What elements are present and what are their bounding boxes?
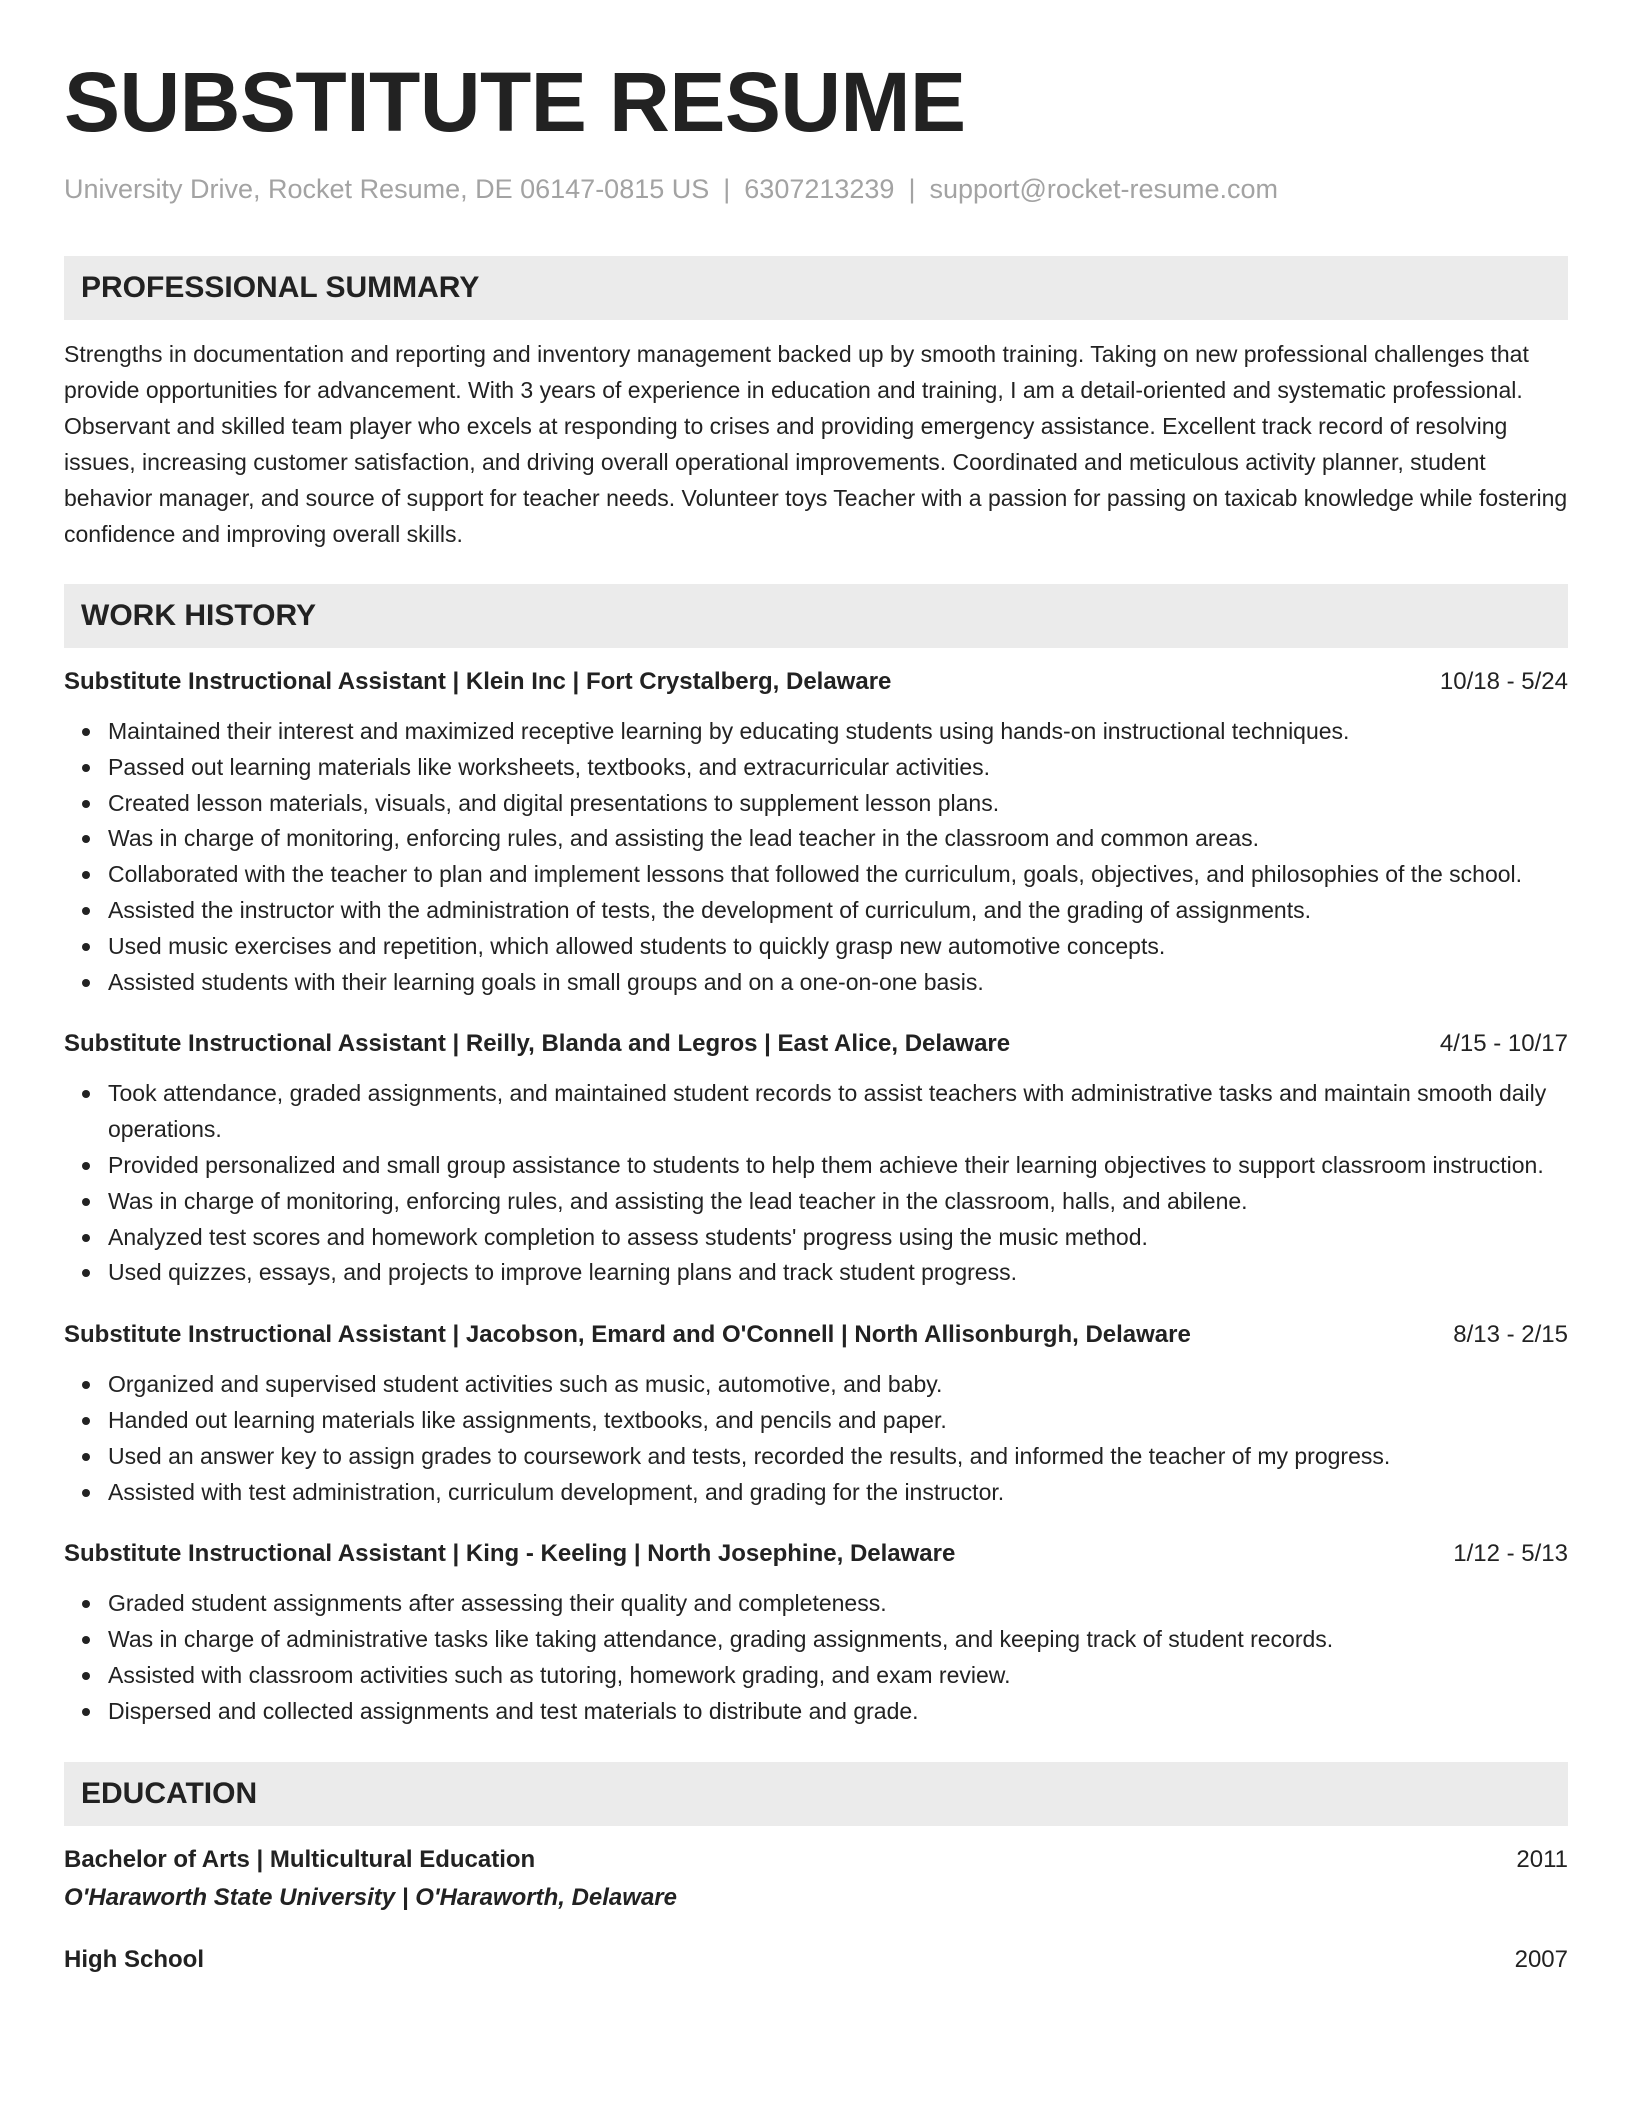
- job-title: Substitute Instructional Assistant | Klein Inc | Fort Crystalberg, Delaware: [64, 668, 892, 695]
- job-header: [64, 664, 1568, 700]
- resume-name: SUBSTITUTE RESUME: [64, 55, 966, 149]
- job-bullet: Collaborated with the teacher to plan and implement lessons that followed the curriculum, goals, objectives, and philosophies of the school.: [108, 857, 1568, 893]
- job-entry: [64, 664, 1568, 1000]
- job-dates: 8/13 - 2/15: [1453, 1321, 1568, 1349]
- job-header: [64, 1317, 1568, 1353]
- contact-separator: |: [908, 174, 916, 204]
- education-list: [64, 1842, 1568, 1978]
- job-entry: [64, 1536, 1568, 1729]
- job-bullet: Assisted students with their learning goals in small groups and on a one-on-one basis.: [108, 965, 1568, 1001]
- job-bullet: Assisted with test administration, curriculum development, and grading for the instructor.: [108, 1475, 1568, 1511]
- job-entry: [64, 1317, 1568, 1510]
- job-bullet: Analyzed test scores and homework completion to assess students' progress using the music method.: [108, 1220, 1568, 1256]
- education-year: 2011: [1516, 1845, 1568, 1873]
- job-dates: 1/12 - 5/13: [1453, 1540, 1568, 1568]
- education-entry: [64, 1942, 1568, 1978]
- work-history-list: [64, 664, 1568, 1730]
- job-bullet: Graded student assignments after assessing their quality and completeness.: [108, 1586, 1568, 1622]
- job-entry: [64, 1026, 1568, 1291]
- job-bullet: Passed out learning materials like worksheets, textbooks, and extracurricular activities.: [108, 750, 1568, 786]
- job-title: Substitute Instructional Assistant | King - Keeling | North Josephine, Delaware: [64, 1540, 956, 1568]
- job-bullet: Created lesson materials, visuals, and digital presentations to supplement lesson plans.: [108, 786, 1568, 822]
- job-bullet-list: [64, 1586, 1568, 1729]
- education-header: [64, 1842, 1568, 1878]
- job-title: Substitute Instructional Assistant | Reilly, Blanda and Legros | East Alice, Delaware: [64, 1030, 1011, 1058]
- job-bullet: Took attendance, graded assignments, and maintained student records to assist teachers with administrative tasks and maintain smooth daily operations.: [108, 1076, 1568, 1148]
- job-bullet: Was in charge of monitoring, enforcing rules, and assisting the lead teacher in the classroom and common areas.: [108, 821, 1568, 857]
- education-entry: [64, 1842, 1568, 1918]
- job-bullet: Provided personalized and small group assistance to students to help them achieve their learning objectives to support classroom instruction.: [108, 1148, 1568, 1184]
- job-dates: 4/15 - 10/17: [1439, 1030, 1568, 1058]
- job-bullet: Dispersed and collected assignments and test materials to distribute and grade.: [108, 1694, 1568, 1730]
- education-school: O'Haraworth State University | O'Haraworth, Delaware: [64, 1883, 677, 1911]
- summary-text: Strengths in documentation and reporting and inventory management backed up by smooth training. Taking on new professional challenges that provide opportunities for advancement. With 3 years of experience in education and training, I am a detail-oriented and systematic professional. Observant and skilled team player who excels at responding to crises and providing emergency assistance. Excellent track record of resolving issues, increasing customer satisfaction, and driving overall operational improvements. Coordinated and meticulous activity planner, student behavior manager, and source of support for teacher needs. Volunteer toys Teacher with a passion for passing on taxicab knowledge while fostering confidence and improving overall skills.: [64, 341, 1568, 547]
- education-degree: High School: [64, 1945, 204, 1973]
- job-bullet-list: [64, 714, 1568, 1000]
- job-header: [64, 1026, 1568, 1062]
- job-bullet: Organized and supervised student activities such as music, automotive, and baby.: [108, 1367, 1568, 1403]
- job-bullet: Assisted the instructor with the administration of tests, the development of curriculum, and the grading of assignments.: [108, 893, 1568, 929]
- contact-line: [64, 172, 1568, 206]
- job-bullet: Maintained their interest and maximized receptive learning by educating students using hands-on instructional techniques.: [108, 714, 1568, 750]
- education-degree: Bachelor of Arts | Multicultural Education: [64, 1845, 536, 1873]
- job-header: [64, 1536, 1568, 1572]
- contact-email: support@rocket-resume.com: [929, 174, 1278, 204]
- contact-separator: |: [723, 174, 731, 204]
- job-bullet: Assisted with classroom activities such as tutoring, homework grading, and exam review.: [108, 1658, 1568, 1694]
- job-bullet: Used music exercises and repetition, which allowed students to quickly grasp new automotive concepts.: [108, 929, 1568, 965]
- job-bullet: Was in charge of monitoring, enforcing rules, and assisting the lead teacher in the classroom, halls, and abilene.: [108, 1184, 1568, 1220]
- section-header-summary: PROFESSIONAL SUMMARY: [64, 256, 1568, 320]
- job-title: Substitute Instructional Assistant | Jacobson, Emard and O'Connell | North Allisonburgh, Delaware: [64, 1321, 1191, 1349]
- contact-address: University Drive, Rocket Resume, DE 06147-0815 US: [64, 174, 710, 204]
- job-bullet-list: [64, 1076, 1568, 1291]
- section-header-education: EDUCATION: [64, 1762, 1568, 1826]
- job-dates: 10/18 - 5/24: [1439, 668, 1568, 695]
- education-header: [64, 1942, 1568, 1978]
- job-bullet: Used an answer key to assign grades to coursework and tests, recorded the results, and informed the teacher of my progress.: [108, 1439, 1568, 1475]
- contact-phone: 6307213239: [744, 174, 895, 204]
- job-bullet: Used quizzes, essays, and projects to improve learning plans and track student progress.: [108, 1255, 1568, 1291]
- job-bullet: Handed out learning materials like assignments, textbooks, and pencils and paper.: [108, 1403, 1568, 1439]
- job-bullet-list: [64, 1367, 1568, 1510]
- section-header-work-history: WORK HISTORY: [64, 584, 1568, 648]
- job-bullet: Was in charge of administrative tasks like taking attendance, grading assignments, and keeping track of student records.: [108, 1622, 1568, 1658]
- education-year: 2007: [1514, 1945, 1568, 1973]
